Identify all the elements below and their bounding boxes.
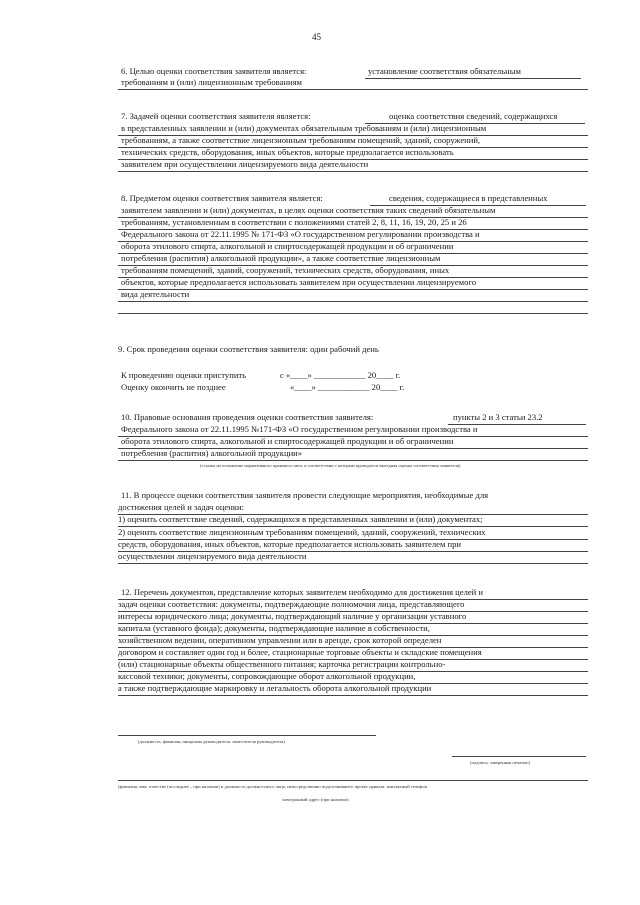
section-12-line: (или) стационарные объекты общественного питания; карточка регистрации контрольно- — [118, 659, 446, 669]
section-11-line: 2) оценить соответствие лицензионным требованиям помещений, зданий, сооружений, технических — [118, 527, 486, 537]
section-9-start-label: К проведению оценки приступить — [121, 370, 247, 380]
section-6-value: установление соответствия обязательным — [368, 66, 521, 76]
position-caption: (должность, фамилия, инициалы руководителя, заместителя руководителя) — [138, 739, 285, 744]
section-12-line: 12. Перечень документов, представление которых заявителем необходимо для достижения целей и — [121, 587, 484, 597]
section-11-line: достижения целей и задач оценки: — [118, 502, 244, 512]
section-7-line: требованиям, а также соответствие лицензионным требованиям помещений, зданий, сооружений, — [121, 135, 481, 145]
section-7-line: заявителем при осуществлении лицензируемого вида деятельности — [121, 159, 369, 169]
section-9-label: 9. Срок проведения оценки соответствия заявителя: один рабочий день — [118, 344, 379, 354]
section-12-line: интересы юридического лица; документы, подтверждающий наличие у организации уставного — [118, 611, 467, 621]
section-12-line: договором и составляет один год и более, стационарные торговые объекты и складские помещения — [118, 647, 482, 657]
section-10-line: оборота этилового спирта, алкогольной и спиртосодержащей продукции и об ограничении — [121, 436, 454, 446]
section-7-line: в представленных заявлении и (или) документах обязательным требованиям и (или) лицензионным — [121, 123, 487, 133]
section-12-line: задач оценки соответствия: документы, подтверждающие полномочия лица, представляющего — [118, 599, 465, 609]
section-12-line: а также подтверждающие маркировку и легальность оборота алкогольной продукции — [118, 683, 432, 693]
section-10-footnote: (ссылка на положение нормативного правового акта, в соответствии с которым проводится выездная оценка соответствия заявителя) — [200, 463, 461, 468]
section-8-line: Федерального закона от 22.11.1995 № 171-ФЗ «О государственном регулировании производства и — [121, 229, 480, 239]
section-11-line: 1) оценить соответствие сведений, содержащихся в представленных заявлении и (или) документах; — [118, 514, 483, 524]
section-8-line: сведения, содержащиеся в представленных — [389, 193, 548, 203]
page-number: 45 — [312, 32, 321, 42]
section-9-end-date: «____» ____________ 20____ г. — [290, 382, 405, 392]
section-10-label: 10. Правовые основания проведения оценки соответствия заявителя: — [121, 412, 374, 422]
section-8-line: заявителем заявлении и (или) документах, в целях оценки соответствия таких сведений обязательным — [121, 205, 496, 215]
section-12-line: капитала (уставного фонда); документы, подтверждающие наличие в собственности, — [118, 623, 430, 633]
section-12-line: кассовой техники; документы, сопровождающие оборот алкогольной продукции, — [118, 671, 416, 681]
section-12-line: хозяйственном ведении, оперативном управлении или в аренде, срок которой определен — [118, 635, 442, 645]
section-10-line: пункты 2 и 3 статьи 23.2 — [453, 412, 543, 422]
section-10-line: Федерального закона от 22.11.1995 №171-ФЗ «О государственном регулировании производства и — [121, 424, 478, 434]
section-8-label: 8. Предметом оценки соответствия заявителя является: — [121, 193, 323, 203]
section-6-value-cont: требованиям и (или) лицензионным требованиям — [121, 77, 302, 87]
section-9-start-date: с «____» ____________ 20____ г. — [280, 370, 401, 380]
section-7-label: 7. Задачей оценки соответствия заявителя является: — [121, 111, 311, 121]
section-7-line: технических средств, оборудования, иных объектов, которые предполагается использовать — [121, 147, 454, 157]
section-8-line: требованиям помещений, зданий, сооружений, технических средств, оборудования, иных — [121, 265, 450, 275]
section-8-line: оборота этилового спирта, алкогольной и спиртосодержащей продукции и об ограничении — [121, 241, 454, 251]
section-10-line: потребления (распития) алкогольной продукции» — [121, 448, 303, 458]
section-11-line: средств, оборудования, иных объектов, которые предполагается использовать заявителем при — [118, 539, 462, 549]
section-11-line: осуществлении лицензируемого вида деятельности — [118, 551, 307, 561]
section-9-end-label: Оценку окончить не позднее — [121, 382, 226, 392]
section-8-line: требованиям, установленным в соответствии с положениями статей 2, 8, 11, 16, 19, 20, 25 и 26 — [121, 217, 467, 227]
email-caption: электронный адрес (при наличии) — [282, 797, 349, 802]
section-8-line: вида деятельности — [121, 289, 190, 299]
section-8-line: потребления (распития) алкогольной продукции», а также соответствие лицензионным — [121, 253, 441, 263]
section-6-label: 6. Целью оценки соответствия заявителя является: — [121, 66, 307, 76]
signature-caption: (подпись, заверенная печатью) — [470, 760, 531, 765]
section-7-line: оценка соответствия сведений, содержащихся — [389, 111, 558, 121]
section-8-line: объектов, которые предполагается использовать заявителем при осуществлении лицензируемого — [121, 277, 477, 287]
section-11-line: 11. В процессе оценки соответствия заявителя провести следующие мероприятия, необходимые для — [121, 490, 489, 500]
contact-caption: (фамилия, имя, отчество (последнее – при наличии) и должность должностного лица, непосредственно подготовившего проект приказа, контактный телефон — [118, 784, 427, 789]
